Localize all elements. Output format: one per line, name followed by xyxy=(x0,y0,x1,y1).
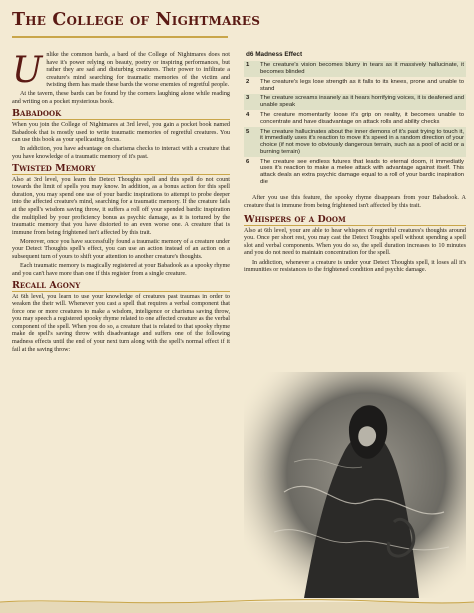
madness-effect-text: The creature see endless futures that leads to eternal doom, it immediatly uses it's reaction to make a melee attack with advantage against itself. This attack deals an extra psychic damage equal to a roll of your bardic inspiration die xyxy=(260,158,464,185)
twisted-paragraph-2: Moreover, once you have successfully found a traumatic memory of a creature under your Detect Thoughts spell's effect, you can use an action instead of an action on a subsequent turn of yours to shift your attention to another creature's thoughts. xyxy=(12,238,230,260)
table-row xyxy=(244,127,466,157)
intro-paragraph: Unlike the common bards, a bard of the College of Nightmares does not have it's power relying on beauty, poetry or inspiring performances, but rather they are sad and disturbing creatures. Their power to infiltrate a creature's mind searching for traumatic memories of the victim and twisting them has made these bards the worse enemies of regretful people. xyxy=(12,50,230,91)
roll-number: 1 xyxy=(244,61,258,78)
madness-effect-text: The creature hallucinates about the inner demons of it's past trying to touch it, it immediatly uses it's reaction to move it's speed in a random direction of your choice (if not move to obviously dangerous terrain, such as a pool of acid or a burning terrain) xyxy=(258,127,466,157)
whispers-paragraph-2: In addiction, whenever a creature is under your Detect Thoughts spell, it loses all it's immunities or resistances to the frightened condition and psychic damage. xyxy=(244,259,466,274)
title-divider xyxy=(12,36,228,38)
roll-number: 3 xyxy=(244,94,258,111)
table-row xyxy=(244,77,466,94)
intro-paragraph-2: At the tavern, these bards can be found by the corners laughing alone while reading and writing on a pocket mysterious book. xyxy=(12,91,230,105)
roll-number: 6 xyxy=(246,158,250,165)
table-row xyxy=(244,94,466,111)
roll-number: 5 xyxy=(244,127,258,157)
madness-effect-text: The creature momentarily loose it's grip on reality, it becomes unable to concentrate and have disadvantage on attack rolls and ability checks xyxy=(260,112,464,125)
recall-paragraph: At 6th level, you learn to use your knowledge of creatures past traumas in order to weaken the their will. Whenever you cast a spell that requires a verbal component that force one or more creatures to make a wisdom, inteligence or charisma saving throw, you may speech a registered spooky rhyme related to one affected creature as the verbal component of the spell. When you do so, a creature that is related to that spooky rhyme make de spell's saving throw with disadvantage and suffers one of the following madness effects until the end of your next turn along with the spell's normal effect if it fail at the saving throw: xyxy=(12,293,230,353)
madness-table xyxy=(244,52,466,187)
whispers-paragraph: Also at 6th level, your are able to hear whispers of regretful creatures's thoughts around you. Once per short rest, you may cast the Detect Toughts spell without spending a spell slot and verbal components. When you do so, the spell duration increases to 10 minutes and you do not need to maintain concentration for the spell. xyxy=(244,227,466,257)
section-heading-babadook: Babadook xyxy=(12,108,62,120)
after-table-paragraph: After you use this feature, the spooky rhyme disappears from your Babadook. A creature that is immune from being frightened isn't affected by this trait. xyxy=(244,195,466,209)
section-heading-twisted-memory: Twisted Memory xyxy=(12,163,96,175)
twisted-paragraph-3: Each traumatic memory is magically registered at your Babadook as a spooky rhyme and you can't have more than one if this register from a single creature. xyxy=(12,263,230,277)
table-row xyxy=(244,157,466,187)
madness-effect-text: The creature screams insanely as it hears horrifying voices, it is deafened and unable speak xyxy=(258,94,466,111)
table-row xyxy=(244,61,466,78)
footer-ornament xyxy=(0,596,474,613)
babadook-paragraph-2: In addiction, you have advantage on charisma checks to interact with a creature that you have knowledge of a traumatic memory of it's past. xyxy=(12,146,230,160)
heading-rule xyxy=(12,119,230,120)
left-column xyxy=(12,52,230,356)
madness-effect-text: The creature's vision becomes blurry in tears as it massively hallucinate, it becomes blinded xyxy=(258,61,466,78)
madness-effect-text: The creature's legs lose strength as it falls to its knees, prone and unable to stand xyxy=(260,78,464,92)
table-row xyxy=(244,110,466,127)
drop-cap: U xyxy=(12,50,43,91)
page-title: The College of Nightmares xyxy=(12,10,261,30)
hooded-figure-illustration xyxy=(244,372,466,598)
right-column xyxy=(244,52,466,276)
section-heading-whispers: Whispers of a Doom xyxy=(244,214,346,226)
section-heading-recall-agony: Recall Agony xyxy=(12,280,81,292)
madness-table-caption: d6 Madness Effect xyxy=(246,51,303,58)
roll-number: 2 xyxy=(246,78,250,85)
twisted-paragraph: Also at 3rd level, you learn the Detect Thoughts spell and this spell do not count towards the limit of spells you may know. In addition, as a bonus action for this spell duration, you may spend one use of your bardic inspirations to attempt to probe deeper into the affected creature's mind, searching for a traumatic memory. If the creature fails at the spell's wisdom saving throw, it suffers a roll off your spended bardic inspiration die multiplied by your proficiency bonus as psychic damage, as it is tortured by the traumatic memory that you have distorted to an even worse one. A creature that is immune from being frightened isn't affected by this trait. xyxy=(12,176,230,236)
roll-number: 4 xyxy=(246,112,250,119)
babadook-paragraph: When you join the College of Nightmares at 3rd level, you gain a pocket book named Babadook that is mostly used to write traumatic memories of regretful creatures. You can use this book as your spellcasting focus. xyxy=(12,121,230,144)
